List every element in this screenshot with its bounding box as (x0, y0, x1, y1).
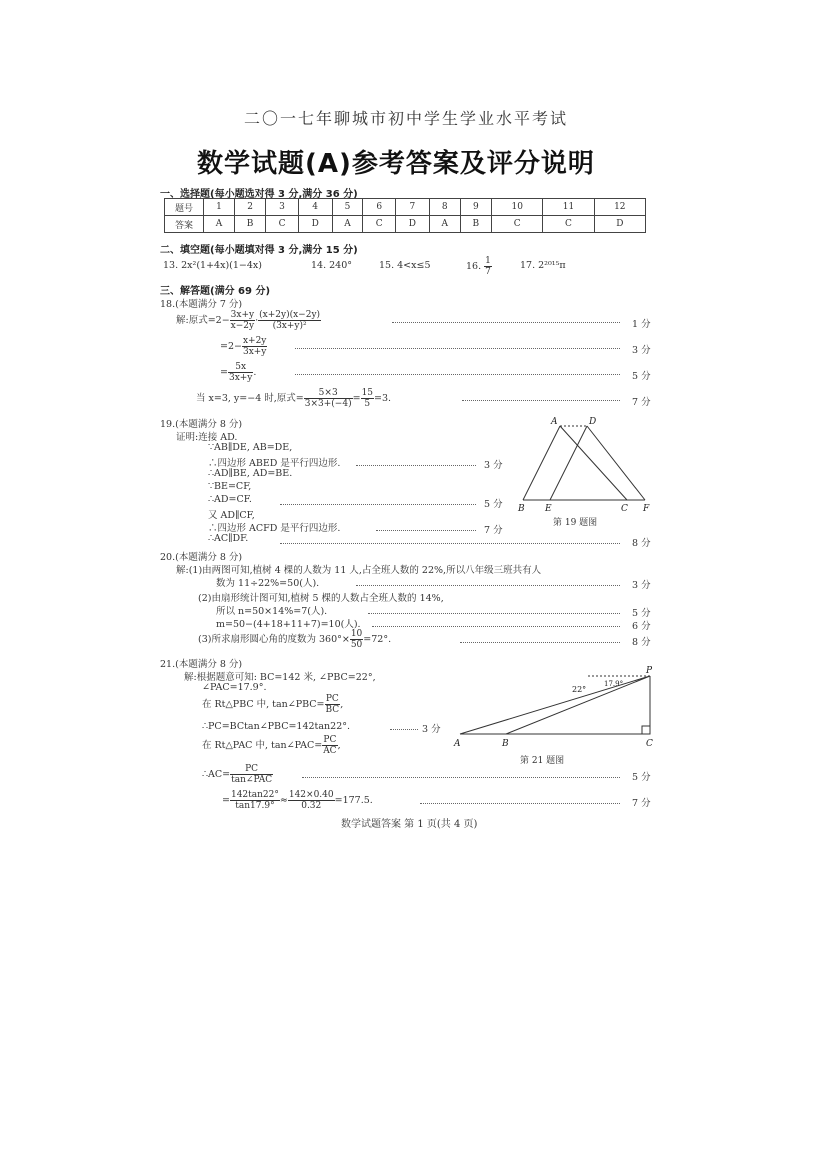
q19-line: ∴AD∥BE, AD=BE. (208, 468, 293, 479)
answer-14: 14. 240° (311, 260, 353, 271)
table-cell: D (298, 216, 332, 233)
q18-line-2 (220, 336, 267, 357)
table-cell: 6 (363, 199, 395, 216)
table-cell: 9 (460, 199, 491, 216)
segment-de (550, 426, 587, 500)
dot-leader (356, 585, 620, 586)
figure-19-caption: 第 19 题图 (553, 518, 598, 528)
table-cell: 12 (594, 199, 645, 216)
table-cell: 1 (204, 199, 235, 216)
text: 当 x=3, y=−4 时,原式= (196, 393, 304, 404)
frac-denominator: tan17.9° (235, 801, 275, 811)
frac-denominator: x−2y (230, 321, 255, 331)
label-d: D (589, 417, 597, 427)
dot-leader (295, 374, 620, 375)
frac-denominator: (3x+y)² (272, 321, 307, 331)
segment-ac (560, 426, 627, 500)
frac-numerator: PC (323, 735, 337, 745)
score: 3 分 (422, 724, 441, 735)
frac-numerator: PC (325, 694, 339, 704)
text: 在 Rt△PAC 中, tan∠PAC= (202, 740, 323, 751)
text: ≈ (279, 795, 288, 806)
frac-denominator: BC (325, 705, 340, 715)
table-cell: 5 (332, 199, 363, 216)
score: 6 分 (632, 621, 651, 632)
frac-numerator: 142×0.40 (288, 790, 334, 800)
table-cell: 4 (298, 199, 332, 216)
label-f: F (643, 504, 650, 514)
q19-line: ∵BE=CF, (208, 481, 252, 492)
q18-line-3 (220, 362, 256, 383)
dot-leader (368, 613, 620, 614)
q21-line-6 (202, 764, 273, 785)
frac-denominator: 3x+y (228, 373, 253, 383)
dot-leader (295, 348, 620, 349)
text: =177.5. (334, 795, 373, 806)
score: 5 分 (484, 499, 503, 510)
angle-17-9: 17.9° (604, 680, 624, 688)
table-cell: C (543, 216, 594, 233)
q21-title: 21.(本题满分 8 分) (160, 659, 243, 670)
segment-df (587, 426, 645, 500)
frac-numerator: 1 (485, 256, 491, 266)
q21-line-4: ∴PC=BCtan∠PBC=142tan22°. (202, 721, 351, 732)
table-cell: 7 (395, 199, 429, 216)
section-3-heading: 三、解答题(满分 69 分) (160, 286, 271, 297)
q18-title: 18.(本题满分 7 分) (160, 299, 243, 310)
label-a: A (551, 417, 558, 427)
table-cell: B (460, 216, 491, 233)
frac-denominator: 5 (364, 399, 371, 409)
text: (3)所求扇形圆心角的度数为 360°× (198, 634, 350, 645)
q20-title: 20.(本题满分 8 分) (160, 552, 243, 563)
q19-line: ∴四边形 ACFD 是平行四边形. (208, 523, 341, 534)
label-p: P (646, 666, 653, 676)
table-cell: C (363, 216, 395, 233)
frac-denominator: 3×3+(−4) (304, 399, 352, 409)
text: 解:原式=2− (176, 315, 230, 326)
section-2-heading: 二、填空题(每小题填对得 3 分,满分 15 分) (160, 245, 358, 256)
answer-13: 13. 2x²(1+4x)(1−4x) (163, 260, 262, 271)
frac-numerator: 5x (228, 362, 253, 373)
table-row-numbers (165, 199, 646, 216)
exam-subtitle: 二〇一七年聊城市初中学生学业水平考试 (244, 109, 569, 128)
section-1-heading: 一、选择题(每小题选对得 3 分,满分 36 分) (160, 189, 358, 200)
q20-line-1: 解:(1)由两图可知,植树 4 棵的人数为 11 人,占全班人数的 22%,所以八年级三班共有人 (176, 565, 542, 576)
frac-denominator: 3x+y (242, 347, 267, 357)
q19-line: ∵AB∥DE, AB=DE, (208, 442, 293, 453)
text: = (352, 393, 361, 404)
score: 7 分 (632, 798, 651, 809)
answer-17: 17. 2²⁰¹⁵π (520, 260, 566, 271)
frac-numerator: PC (230, 764, 273, 775)
table-cell: 10 (492, 199, 543, 216)
text: , (340, 699, 344, 710)
q19-line: 证明:连接 AD. (176, 432, 238, 443)
label-c: C (621, 504, 628, 514)
table-cell: 2 (234, 199, 265, 216)
label-c: C (646, 739, 653, 749)
figure-21 (448, 664, 658, 750)
frac-numerator: (x+2y)(x−2y) (259, 310, 321, 320)
table-cell: 8 (429, 199, 460, 216)
q21-line-7 (222, 790, 373, 811)
table-cell-label: 答案 (165, 216, 204, 233)
frac-denominator: tan∠PAC (231, 775, 273, 785)
q18-line-4 (196, 388, 391, 409)
q21-line-5 (202, 735, 341, 756)
table-cell: B (234, 216, 265, 233)
table-cell: 3 (266, 199, 298, 216)
figure-21-caption: 第 21 题图 (520, 756, 565, 766)
q20-line-2: 数为 11÷22%=50(人). (216, 578, 320, 589)
table-cell: A (332, 216, 363, 233)
score: 8 分 (632, 637, 651, 648)
dot-leader (390, 729, 418, 730)
score: 1 分 (632, 319, 651, 330)
text: . (253, 367, 257, 378)
score: 7 分 (484, 525, 503, 536)
q19-line: ∴AC∥DF. (208, 533, 249, 544)
text: ∴AC= (202, 769, 231, 780)
q20-line-4: 所以 n=50×14%=7(人). (216, 606, 328, 617)
text: =2− (220, 341, 242, 352)
table-cell: 11 (543, 199, 594, 216)
table-cell-label: 题号 (165, 199, 204, 216)
table-cell: A (429, 216, 460, 233)
frac-numerator: x+2y (242, 336, 267, 346)
angle-22: 22° (572, 685, 587, 694)
score: 3 分 (632, 345, 651, 356)
segment-ab (523, 426, 560, 500)
q21-line-1: 解:根据题意可知: BC=142 米, ∠PBC=22°, (184, 672, 376, 683)
dot-leader (462, 400, 620, 401)
table-cell: C (266, 216, 298, 233)
table-cell: D (395, 216, 429, 233)
frac-denominator: 7 (485, 267, 491, 277)
frac-denominator: 0.32 (301, 801, 322, 811)
q19-line: ∴四边形 ABED 是平行四边形. (208, 458, 341, 469)
text: =72°. (363, 634, 392, 645)
score: 8 分 (632, 538, 651, 549)
page-title: 数学试题(A)参考答案及评分说明 (197, 149, 595, 179)
q21-line-3 (202, 694, 343, 715)
table-cell: D (594, 216, 645, 233)
text: · (255, 315, 259, 326)
text: 在 Rt△PBC 中, tan∠PBC= (202, 699, 325, 710)
q19-line: 又 AD∥CF, (208, 510, 255, 521)
score: 5 分 (632, 371, 651, 382)
table-row-answers (165, 216, 646, 233)
label-e: E (545, 504, 552, 514)
dot-leader (280, 543, 620, 544)
text: = (222, 795, 230, 806)
answer-16 (466, 256, 492, 277)
dot-leader (280, 504, 476, 505)
dot-leader (392, 322, 620, 323)
q21-line-2: ∠PAC=17.9°. (202, 682, 267, 693)
dot-leader (356, 465, 476, 466)
frac-numerator: 15 (361, 388, 374, 398)
text: = (220, 367, 228, 378)
score: 7 分 (632, 397, 651, 408)
q20-line-6 (198, 629, 391, 650)
q18-line-1 (176, 310, 321, 331)
frac-numerator: 5×3 (304, 388, 353, 399)
dot-leader (376, 530, 476, 531)
q20-line-5: m=50−(4+18+11+7)=10(人). (216, 619, 361, 630)
frac-numerator: 3x+y (230, 310, 255, 320)
text: , (337, 740, 341, 751)
answer-16-prefix: 16. (466, 261, 482, 272)
label-b: B (502, 739, 509, 749)
frac-numerator: 10 (350, 629, 363, 639)
text: =3. (374, 393, 392, 404)
q19-line: ∴AD=CF. (208, 494, 252, 505)
frac-numerator: 142tan22° (230, 790, 279, 800)
dot-leader (372, 626, 620, 627)
page-footer: 数学试题答案 第 1 页(共 4 页) (341, 819, 478, 830)
table-cell: C (492, 216, 543, 233)
table-cell: A (204, 216, 235, 233)
dot-leader (420, 803, 620, 804)
label-a: A (454, 739, 461, 749)
dot-leader (302, 777, 620, 778)
score: 5 分 (632, 608, 651, 619)
frac-denominator: 50 (350, 640, 363, 650)
score: 5 分 (632, 772, 651, 783)
figure-19 (515, 414, 655, 514)
frac-denominator: AC (323, 746, 337, 756)
score: 3 分 (484, 460, 503, 471)
answer-15: 15. 4<x≤5 (379, 260, 431, 271)
q20-line-3: (2)由扇形统计图可知,植树 5 棵的人数占全班人数的 14%, (198, 593, 444, 604)
score: 3 分 (632, 580, 651, 591)
right-angle-mark (642, 726, 650, 734)
dot-leader (460, 642, 620, 643)
label-b: B (518, 504, 525, 514)
answer-table (164, 198, 646, 233)
q19-title: 19.(本题满分 8 分) (160, 419, 243, 430)
